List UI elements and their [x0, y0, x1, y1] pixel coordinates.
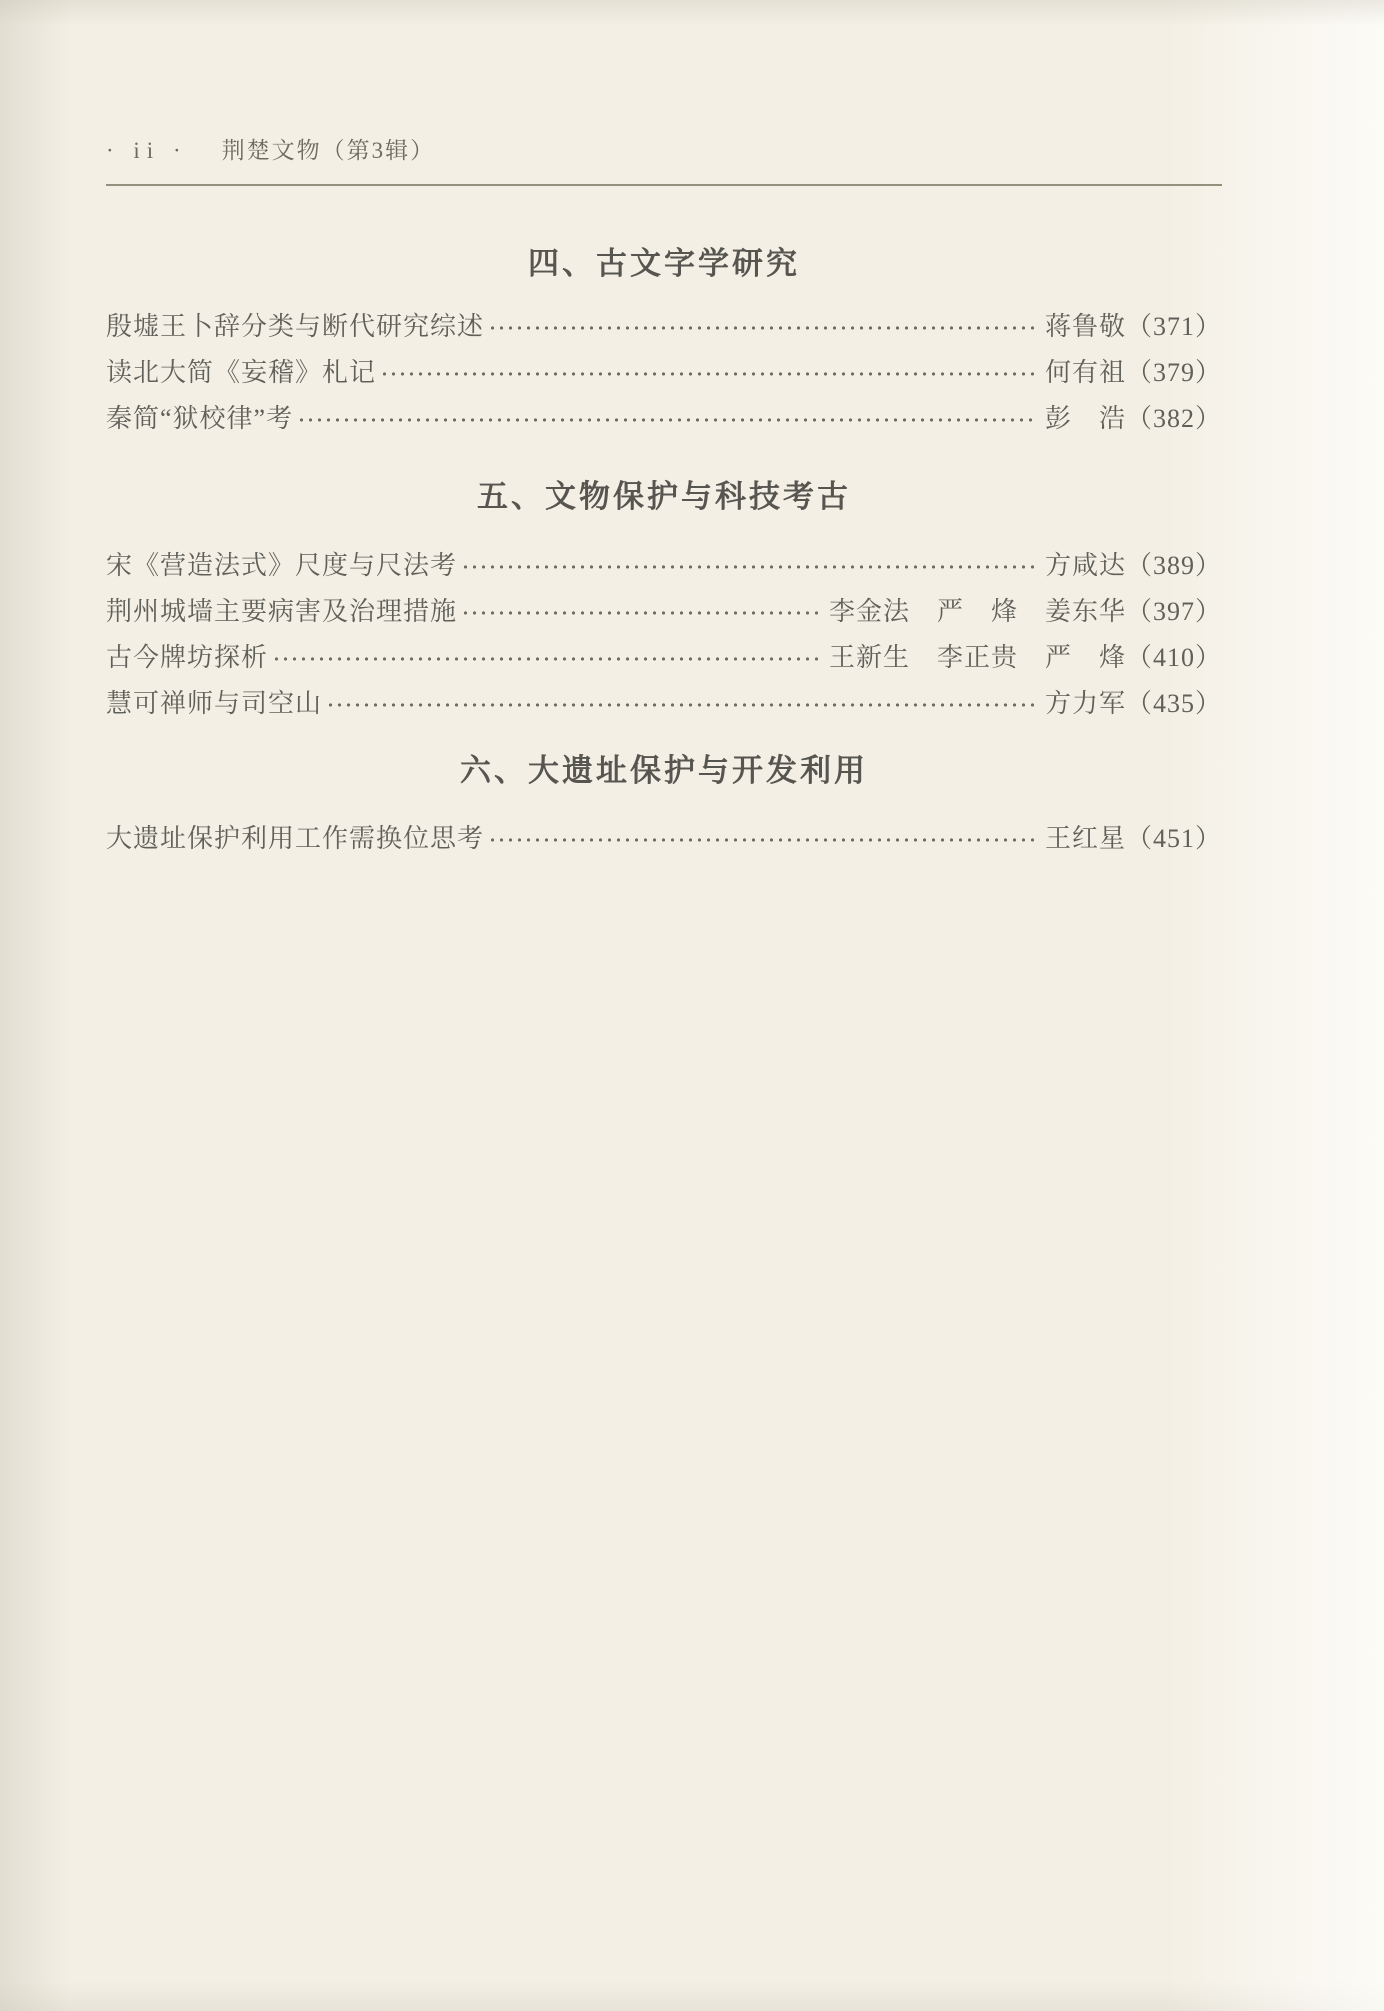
toc-entry: [106, 350, 1222, 396]
dot-leader: [461, 543, 1035, 589]
toc-entry-title: 古今牌坊探析: [106, 643, 269, 672]
dot-leader: [272, 635, 819, 681]
toc-entry-authors: 王红星: [1044, 824, 1126, 853]
section-heading: 五、文物保护与科技考古: [477, 479, 851, 514]
toc-entry-authors: 蒋鲁敬: [1044, 312, 1126, 341]
toc-entry-title: 大遗址保护利用工作需换位思考: [106, 824, 485, 853]
toc-section-entries: [106, 816, 1222, 862]
dot-leader: [488, 816, 1035, 862]
toc-section-entries: [106, 543, 1222, 727]
toc-entry-page: （451）: [1125, 824, 1222, 853]
toc-entry: [106, 304, 1222, 350]
page-number-marker: · ii ·: [106, 138, 188, 163]
toc-entry-title: 殷墟王卜辞分类与断代研究综述: [106, 312, 485, 341]
toc-entry: [106, 543, 1222, 589]
book-title: 荆楚文物（第3辑）: [221, 138, 436, 163]
toc-entry-authors: 彭 浩: [1044, 404, 1126, 433]
toc-entry-authors: 王新生 李正贵 严 烽: [828, 643, 1126, 672]
toc-entry: [106, 816, 1222, 862]
toc-entry-page: （371）: [1125, 312, 1222, 341]
running-header: [106, 0, 1384, 166]
toc-entry-page: （435）: [1125, 689, 1222, 718]
toc-entry-page: （410）: [1125, 643, 1222, 672]
toc-entry-page: （389）: [1125, 551, 1222, 580]
toc-entry-title: 慧可禅师与司空山: [106, 689, 323, 718]
toc-entry-title: 荆州城墙主要病害及治理措施: [106, 597, 458, 626]
toc-entry: [106, 681, 1222, 727]
toc-entry-authors: 李金法 严 烽 姜东华: [828, 597, 1126, 626]
toc-entry-authors: 何有祖: [1044, 358, 1126, 387]
toc-entry-authors: 方力军: [1044, 689, 1126, 718]
toc-entry: [106, 589, 1222, 635]
dot-leader: [380, 350, 1035, 396]
toc-entry-page: （379）: [1125, 358, 1222, 387]
toc-entry-title: 秦简“狱校律”考: [106, 404, 294, 433]
toc-entry: [106, 396, 1222, 442]
toc-entry: [106, 635, 1222, 681]
section-heading: 四、古文字学研究: [528, 246, 800, 281]
toc-entry-page: （382）: [1125, 404, 1222, 433]
dot-leader: [297, 396, 1035, 442]
dot-leader: [461, 589, 819, 635]
toc-entry-authors: 方咸达: [1044, 551, 1126, 580]
toc-content: [106, 242, 1222, 862]
dot-leader: [326, 681, 1035, 727]
dot-leader: [488, 304, 1035, 350]
toc-entry-title: 读北大简《妄稽》札记: [106, 358, 377, 387]
toc-entry-page: （397）: [1125, 597, 1222, 626]
toc-entry-title: 宋《营造法式》尺度与尺法考: [106, 551, 458, 580]
header-rule: [106, 184, 1222, 186]
section-heading: 六、大遗址保护与开发利用: [460, 753, 868, 788]
toc-section-entries: [106, 304, 1222, 442]
